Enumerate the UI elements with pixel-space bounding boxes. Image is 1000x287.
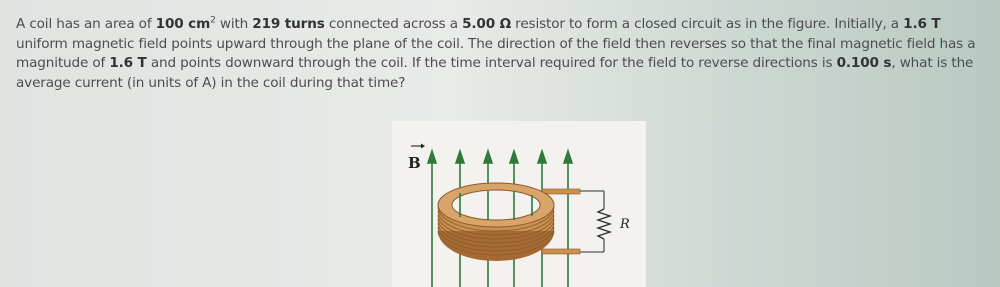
field-symbol — [408, 144, 425, 173]
coil — [438, 183, 554, 261]
text-segment: uniform magnetic field points upward through the plane of the coil. The direction of the field then reverses so that the final magnetic field has a magnitude of — [16, 35, 976, 71]
field-symbol-label: B — [408, 154, 421, 172]
text-segment: with — [215, 16, 253, 32]
resistor-label: R — [620, 217, 630, 232]
final-field-value: 1.6 T — [109, 55, 147, 71]
resistor-icon — [598, 209, 610, 239]
initial-field-value: 1.6 T — [903, 16, 941, 32]
coil-diagram — [392, 121, 646, 287]
text-segment: resistor to form a closed circuit as in the figure. Initially, a — [511, 16, 904, 32]
resistance-value: 5.00 Ω — [462, 16, 512, 32]
text-segment: connected across a — [324, 16, 463, 32]
text-segment: A coil has an area of — [16, 16, 156, 32]
turns-value: 219 turns — [252, 16, 325, 32]
area-value: 100 cm — [155, 16, 211, 32]
text-segment: , what is the average current (in units of A) in the coil during that time? — [16, 55, 974, 91]
text-segment: and points downward through the coil. If the time interval required for the field to reverse directions is — [146, 55, 837, 71]
area-exponent: 2 — [210, 15, 216, 26]
time-interval-value: 0.100 s — [836, 55, 892, 71]
problem-statement — [16, 15, 991, 93]
coil-figure — [392, 121, 646, 287]
